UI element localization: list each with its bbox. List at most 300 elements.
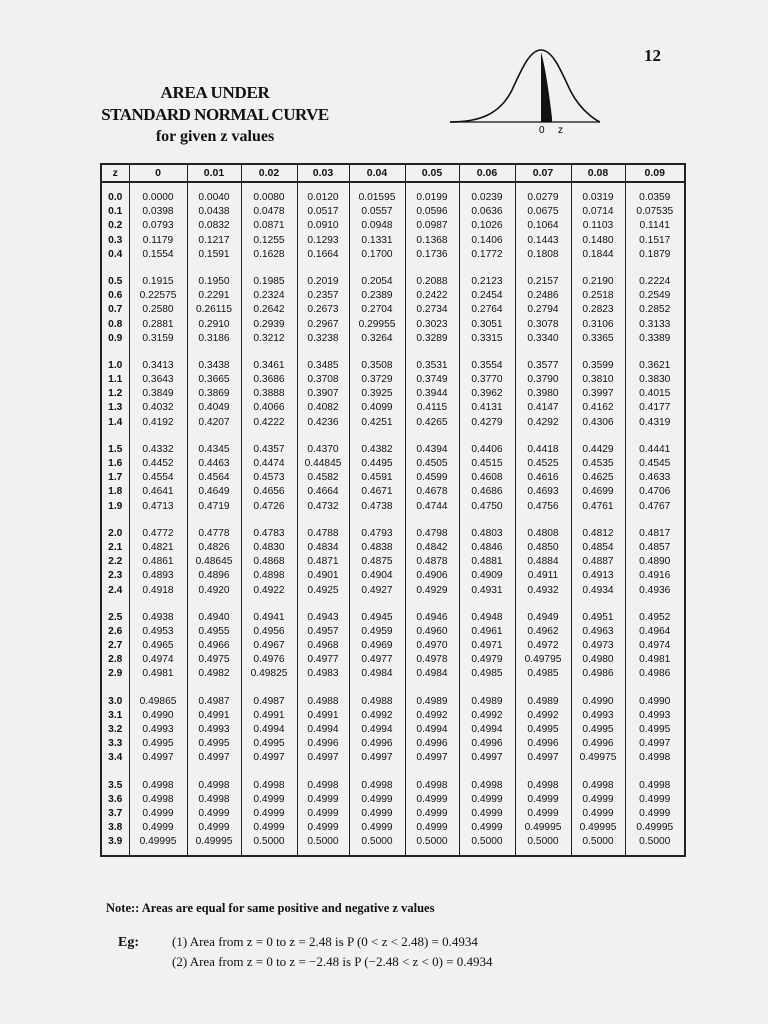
area-value: 0.4964 [639,625,671,637]
area-value: 0.4995 [527,724,559,735]
area-value: 0.4974 [639,640,671,652]
area-value: 0.4996 [582,738,614,750]
area-value: 0.4980 [582,654,614,666]
area-value: 0.5000 [416,836,448,848]
z-value: 1.2 [108,388,123,400]
area-value: 0.5000 [582,836,614,848]
area-value-cell [459,519,515,603]
area-value: 0.4993 [639,709,671,721]
area-value: 0.4999 [582,793,614,805]
example-line-1: (1) Area from z = 0 to z = 2.48 is P (0 < z < 2.48) = 0.4934 [172,934,478,949]
area-value: 0.4761 [582,500,614,512]
area-value: 0.4913 [582,570,614,582]
area-value: 0.4998 [361,779,393,791]
area-value-cell [349,435,405,519]
column-header: 0.02 [241,164,297,182]
z-value: 0.2 [108,220,123,232]
area-value: 0.4985 [527,668,559,680]
area-value: 0.4846 [471,541,503,553]
area-value: 0.4936 [639,584,671,596]
area-value: 0.4713 [142,500,174,512]
column-header: 0.07 [515,164,571,182]
area-value-cell [297,182,349,267]
area-value: 0.4854 [582,541,614,553]
area-value: 0.2054 [361,275,393,287]
z-value: 2.4 [108,584,123,596]
area-value: 0.4909 [471,570,503,582]
area-value: 0.4943 [307,611,339,623]
area-value: 0.4788 [307,527,339,539]
area-value: 0.0359 [639,192,671,203]
area-value: 0.4991 [198,709,230,721]
area-value: 0.4994 [361,724,393,735]
area-value: 0.4941 [253,611,285,623]
area-value: 0.4292 [527,416,559,428]
area-value: 0.4965 [142,640,174,652]
area-value-cell [297,603,349,687]
z-value: 2.8 [108,654,123,666]
area-value: 0.4994 [416,724,448,735]
area-value: 0.4970 [416,640,448,652]
area-value: 0.1591 [198,248,230,260]
area-value: 0.3577 [527,359,559,371]
area-value: 0.4850 [527,541,559,553]
area-value: 0.3554 [471,359,503,371]
area-value: 0.4535 [582,458,614,469]
z-value: 0.7 [108,304,123,316]
area-value: 0.4817 [639,527,671,539]
area-value: 0.4997 [253,752,285,764]
area-value: 0.4948 [471,611,503,623]
area-value-cell [187,687,241,771]
area-value: 0.3980 [527,388,559,400]
area-value-cell [625,182,685,267]
area-value: 0.4901 [307,570,339,582]
area-value: 0.2967 [307,318,339,330]
area-value: 0.4830 [253,541,285,553]
curve-label-zero: 0 [539,125,545,134]
area-value: 0.4999 [307,793,339,805]
area-value: 0.4973 [582,640,614,652]
area-value: 0.4998 [307,779,339,791]
area-value: 0.0199 [416,192,448,203]
z-value: 0.5 [108,275,123,287]
area-value: 0.4474 [253,458,285,469]
area-value: 0.1628 [253,248,285,260]
area-value: 0.4332 [142,443,174,455]
area-value: 0.3289 [416,332,448,344]
title-line-1: AREA UNDER [160,83,270,102]
area-value: 0.1026 [471,220,503,232]
area-value: 0.4896 [198,570,230,582]
area-value: 0.2088 [416,275,448,287]
area-value: 0.4999 [639,807,671,819]
z-value-cell [101,435,129,519]
area-value: 0.4984 [361,668,393,680]
area-value: 0.4884 [527,556,559,568]
area-value: 0.4976 [253,654,285,666]
area-value-cell [241,771,297,856]
area-value: 0.3997 [582,388,614,400]
table-row-group [101,182,685,267]
area-value: 0.4998 [639,752,671,764]
area-value: 0.0557 [361,206,393,218]
area-value: 0.4995 [142,738,174,750]
area-value-cell [571,687,625,771]
area-value: 0.2642 [253,304,285,316]
area-value: 0.1844 [582,248,614,260]
area-value: 0.4911 [527,570,559,582]
z-value: 1.9 [108,500,123,512]
z-value: 0.9 [108,332,123,344]
area-value-cell [405,435,459,519]
area-value: 0.3485 [307,359,339,371]
area-value: 0.4564 [198,472,230,484]
area-value: 0.1985 [253,275,285,287]
area-value: 0.4999 [527,793,559,805]
area-value: 0.4463 [198,458,230,469]
table-header-row [101,164,685,182]
area-value: 0.4893 [142,570,174,582]
area-value: 0.4998 [471,779,503,791]
area-value: 0.0636 [471,206,503,218]
area-value: 0.3599 [582,359,614,371]
area-value-cell [241,267,297,351]
area-value: 0.2190 [582,275,614,287]
area-value-cell [515,687,571,771]
page-title [100,82,330,148]
area-value: 0.4978 [416,654,448,666]
area-value: 0.4871 [307,556,339,568]
area-value-cell [515,435,571,519]
area-value: 0.4998 [198,779,230,791]
z-value-cell [101,771,129,856]
area-value: 0.4671 [361,486,393,498]
area-value: 0.4099 [361,402,393,414]
area-value: 0.4591 [361,472,393,484]
area-value: 0.5000 [471,836,503,848]
area-value-cell [571,351,625,435]
area-value: 0.4972 [527,640,559,652]
area-value-cell [515,351,571,435]
area-value-cell [187,771,241,856]
area-value-cell [297,435,349,519]
area-value: 0.4997 [416,752,448,764]
area-value: 0.4956 [253,625,285,637]
area-value-cell [571,519,625,603]
area-value: 0.1879 [639,248,671,260]
area-value: 0.4783 [253,527,285,539]
area-value: 0.49795 [524,654,562,666]
area-value: 0.0319 [582,192,614,203]
area-value: 0.4131 [471,402,503,414]
area-value: 0.3810 [582,374,614,386]
area-value: 0.4452 [142,458,174,469]
area-value: 0.4999 [639,793,671,805]
area-value-cell [241,603,297,687]
area-value: 0.4887 [582,556,614,568]
area-value-cell [459,182,515,267]
curve-label-z: z [558,125,563,134]
area-value: 0.4925 [307,584,339,596]
area-value: 0.4999 [253,822,285,834]
area-value: 0.4998 [198,793,230,805]
area-value: 0.5000 [361,836,393,848]
z-value: 0.3 [108,234,123,246]
area-value: 0.4049 [198,402,230,414]
area-value: 0.4265 [416,416,448,428]
area-value: 0.4920 [198,584,230,596]
table-row-group [101,687,685,771]
area-value: 0.5000 [253,836,285,848]
area-value: 0.4641 [142,486,174,498]
area-value-cell [571,603,625,687]
area-value: 0.49995 [636,822,674,834]
area-value: 0.4929 [416,584,448,596]
column-header: z [101,164,129,182]
z-value: 1.0 [108,359,123,371]
area-value: 0.4945 [361,611,393,623]
z-value: 1.1 [108,374,123,386]
area-value: 0.4984 [416,668,448,680]
area-value: 0.3315 [471,332,503,344]
area-value: 0.3790 [527,374,559,386]
column-header: 0.04 [349,164,405,182]
area-value: 0.07535 [636,206,674,218]
area-value: 0.4370 [307,443,339,455]
area-value: 0.4406 [471,443,503,455]
z-value-cell [101,687,129,771]
area-value-cell [459,603,515,687]
area-value: 0.2454 [471,290,503,302]
area-value: 0.4985 [471,668,503,680]
area-value: 0.01595 [358,192,396,203]
area-value: 0.2324 [253,290,285,302]
area-value: 0.4999 [416,793,448,805]
area-value: 0.4996 [416,738,448,750]
area-value-cell [187,519,241,603]
example-label: Eg: [118,935,139,950]
area-value: 0.3389 [639,332,671,344]
area-value: 0.49995 [139,836,177,848]
z-value: 3.4 [108,752,123,764]
area-value: 0.4525 [527,458,559,469]
area-value: 0.4987 [198,695,230,707]
area-value: 0.4963 [582,625,614,637]
area-value: 0.2673 [307,304,339,316]
area-value: 0.4994 [253,724,285,735]
area-value-cell [625,771,685,856]
area-value: 0.4994 [307,724,339,735]
shaded-area [541,52,552,122]
area-value: 0.5000 [527,836,559,848]
z-value: 1.8 [108,486,123,498]
area-value: 0.2123 [471,275,503,287]
area-value-cell [349,519,405,603]
area-value-cell [241,182,297,267]
area-value: 0.3770 [471,374,503,386]
area-value: 0.4719 [198,500,230,512]
z-value-cell [101,351,129,435]
area-value: 0.3438 [198,359,230,371]
z-value: 3.9 [108,836,123,848]
z-table [100,163,686,857]
area-value-cell [405,687,459,771]
area-value: 0.4582 [307,472,339,484]
area-value: 0.4993 [198,724,230,735]
area-value: 0.4838 [361,541,393,553]
area-value: 0.4916 [639,570,671,582]
area-value: 0.4664 [307,486,339,498]
area-value-cell [349,267,405,351]
column-header: 0.03 [297,164,349,182]
area-value: 0.4999 [361,822,393,834]
area-value: 0.4989 [527,695,559,707]
area-value: 0.4147 [527,402,559,414]
table-row-group [101,351,685,435]
area-value-cell [349,351,405,435]
area-value: 0.2939 [253,318,285,330]
area-value: 0.1664 [307,248,339,260]
area-value: 0.3944 [416,388,448,400]
area-value-cell [515,519,571,603]
area-value-cell [459,435,515,519]
area-value: 0.1064 [527,220,559,232]
area-value: 0.4999 [471,822,503,834]
area-value: 0.3186 [198,332,230,344]
area-value-cell [459,267,515,351]
area-value: 0.4625 [582,472,614,484]
area-value: 0.4678 [416,486,448,498]
area-value-cell [515,771,571,856]
z-value: 2.6 [108,625,123,637]
area-value: 0.49865 [139,695,177,707]
table-row-group [101,771,685,856]
example-line-2: (2) Area from z = 0 to z = −2.48 is P (−2.48 < z < 0) = 0.4934 [172,954,493,969]
area-value: 0.4279 [471,416,503,428]
area-value: 0.4032 [142,402,174,414]
area-value: 0.4996 [307,738,339,750]
area-value: 0.4236 [307,416,339,428]
area-value: 0.4989 [416,695,448,707]
area-value: 0.3869 [198,388,230,400]
area-value: 0.3023 [416,318,448,330]
area-value: 0.4738 [361,500,393,512]
area-value: 0.4418 [527,443,559,455]
area-value: 0.4842 [416,541,448,553]
title-line-2: STANDARD NORMAL CURVE [101,105,329,124]
area-value: 0.4554 [142,472,174,484]
area-value: 0.4515 [471,458,503,469]
area-value-cell [241,351,297,435]
z-value-cell [101,182,129,267]
area-value: 0.4968 [307,640,339,652]
area-value: 0.4821 [142,541,174,553]
area-value: 0.4345 [198,443,230,455]
area-value: 0.1554 [142,248,174,260]
area-value: 0.1772 [471,248,503,260]
area-value-cell [129,519,187,603]
area-value: 0.4995 [198,738,230,750]
area-value: 0.4878 [416,556,448,568]
area-value: 0.4988 [307,695,339,707]
area-value: 0.1950 [198,275,230,287]
area-value: 0.4803 [471,527,503,539]
area-value: 0.4999 [253,793,285,805]
area-value: 0.2224 [639,275,671,287]
area-value-cell [129,771,187,856]
area-value: 0.4997 [307,752,339,764]
area-value-cell [241,435,297,519]
area-value: 0.4995 [253,738,285,750]
area-value: 0.1517 [639,234,671,246]
area-value: 0.49975 [579,752,617,764]
area-value: 0.2291 [198,290,230,302]
area-value: 0.0832 [198,220,230,232]
area-value: 0.4726 [253,500,285,512]
area-value: 0.3159 [142,332,174,344]
area-value: 0.2157 [527,275,559,287]
z-value-cell [101,603,129,687]
area-value: 0.4868 [253,556,285,568]
area-value: 0.4951 [582,611,614,623]
area-value: 0.4938 [142,611,174,623]
area-value: 0.22575 [139,290,177,302]
area-value-cell [459,687,515,771]
area-value-cell [187,182,241,267]
area-value: 0.4959 [361,625,393,637]
area-value: 0.4998 [527,779,559,791]
area-value: 0.0438 [198,206,230,218]
area-value: 0.4767 [639,500,671,512]
area-value: 0.4441 [639,443,671,455]
area-value: 0.4982 [198,668,230,680]
area-value-cell [625,603,685,687]
area-value: 0.4162 [582,402,614,414]
area-value: 0.5000 [639,836,671,848]
z-value: 2.9 [108,668,123,680]
area-value: 0.2734 [416,304,448,316]
area-value-cell [571,771,625,856]
area-value: 0.4994 [471,724,503,735]
area-value: 0.0120 [307,192,339,203]
area-value: 0.4772 [142,527,174,539]
area-value: 0.1915 [142,275,174,287]
column-header: 0.06 [459,164,515,182]
area-value: 0.4990 [639,695,671,707]
area-value: 0.4793 [361,527,393,539]
area-value-cell [405,267,459,351]
z-value: 3.6 [108,793,123,805]
area-value: 0.4756 [527,500,559,512]
area-value: 0.4992 [527,709,559,721]
area-value-cell [349,687,405,771]
area-value: 0.26115 [195,304,233,316]
area-value: 0.3686 [253,374,285,386]
area-value: 0.49825 [250,668,288,680]
area-value: 0.4986 [582,668,614,680]
area-value: 0.4986 [639,668,671,680]
area-value: 0.4922 [253,584,285,596]
area-value: 0.2422 [416,290,448,302]
area-value-cell [405,519,459,603]
area-value: 0.4997 [361,752,393,764]
area-value: 0.2357 [307,290,339,302]
area-value: 0.4995 [582,724,614,735]
bell-curve [450,50,600,122]
area-value: 0.4952 [639,611,671,623]
area-value: 0.4998 [582,779,614,791]
